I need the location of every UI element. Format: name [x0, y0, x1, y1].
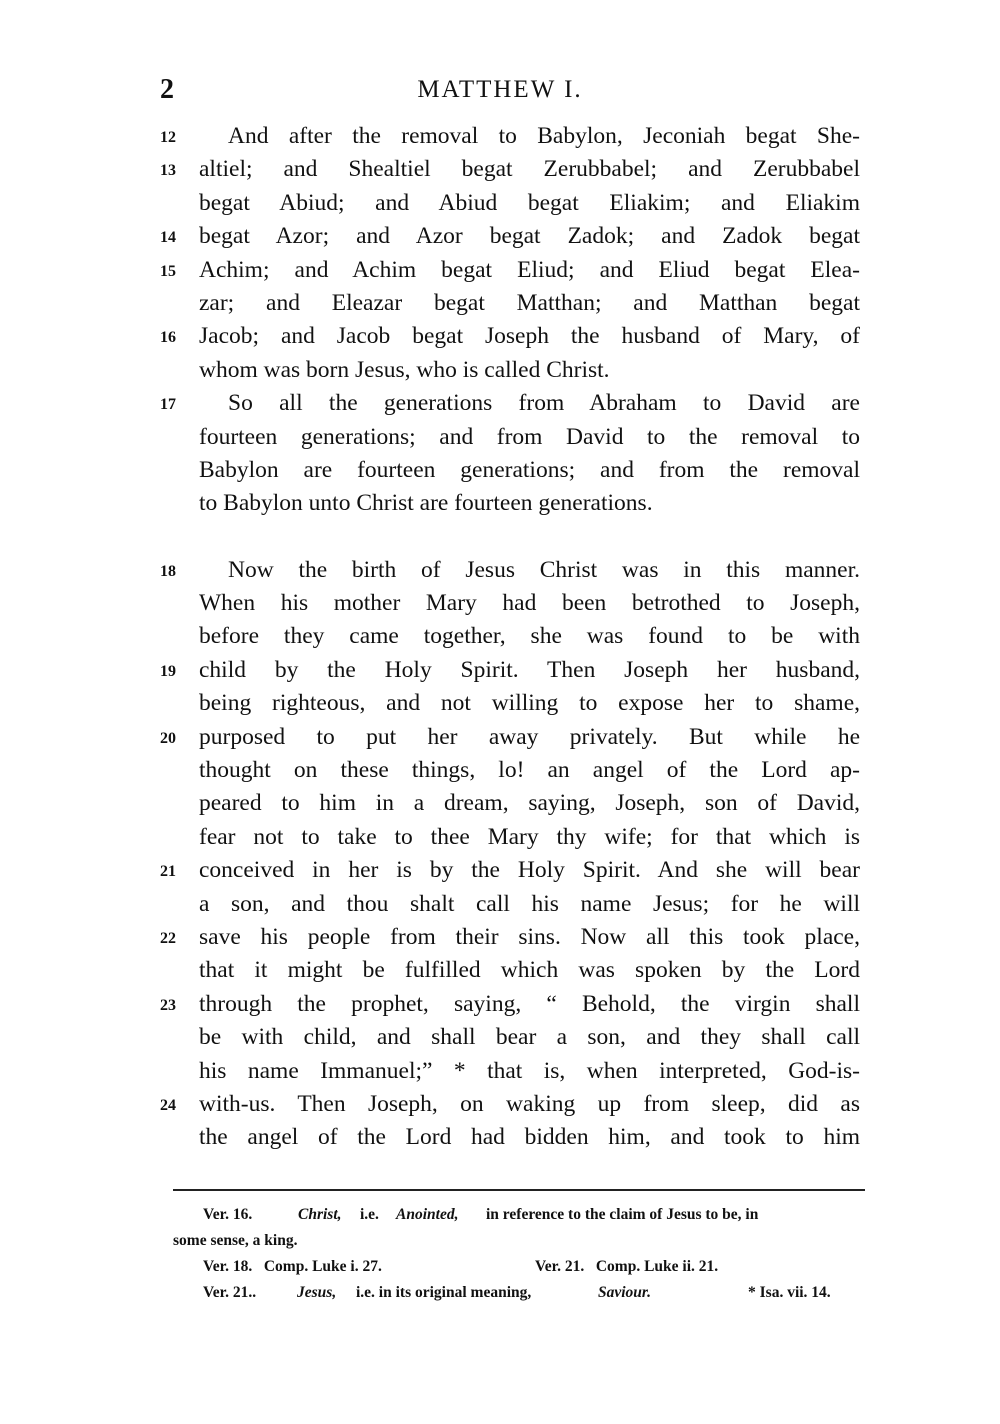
line-text: through the prophet, saying, “ Behold, the virgin shall [199, 990, 860, 1017]
running-head: MATTHEW I. [417, 76, 583, 103]
text-line [0, 1021, 1000, 1054]
footnote-ie: i.e. [360, 1206, 379, 1223]
line-text: fourteen generations; and from David to the removal to [199, 423, 860, 450]
line-text: So all the generations from Abraham to David are [228, 390, 860, 417]
verse-number: 19 [160, 662, 176, 680]
text-line [0, 954, 1000, 987]
line-text: Achim; and Achim begat Eliud; and Eliud begat Elea- [199, 256, 860, 283]
footnote-divider [173, 1189, 865, 1191]
line-text: whom was born Jesus, who is called Christ. [199, 356, 610, 383]
verse-number: 18 [160, 562, 176, 580]
text-line [0, 354, 1000, 387]
line-text: zar; and Eleazar begat Matthan; and Matthan begat [199, 289, 860, 316]
text-line [0, 1121, 1000, 1154]
verse-number: 20 [160, 729, 176, 747]
line-text: conceived in her is by the Holy Spirit. And she will bear [199, 857, 860, 884]
verse-number: 14 [160, 229, 176, 247]
line-text: child by the Holy Spirit. Then Joseph her husband, [199, 656, 860, 683]
line-text: Jacob; and Jacob begat Joseph the husband of Mary, of [199, 323, 860, 350]
footnote-text: Ver. 21. Comp. Luke ii. 21. [535, 1258, 719, 1275]
text-line [0, 787, 1000, 820]
text-line [0, 387, 1000, 420]
line-text: to Babylon unto Christ are fourteen generations. [199, 490, 653, 517]
line-text: that it might be fulfilled which was spoken by the Lord [199, 957, 860, 984]
page-number: 2 [160, 74, 174, 105]
footnote-term: Christ, [298, 1206, 342, 1223]
line-text: thought on these things, lo! an angel of the Lord ap- [199, 757, 860, 784]
text-line [0, 487, 1000, 520]
text-line [0, 921, 1000, 954]
footnote-line [0, 1206, 1000, 1232]
line-text: begat Azor; and Azor begat Zadok; and Zadok begat [199, 223, 860, 250]
line-text: Now the birth of Jesus Christ was in this manner. [228, 556, 860, 583]
text-line [0, 320, 1000, 353]
text-line [0, 554, 1000, 587]
line-text: purposed to put her away privately. But while he [199, 723, 860, 750]
footnote-meaning: Anointed, [396, 1206, 459, 1223]
text-line [0, 821, 1000, 854]
footnote-line [0, 1258, 1000, 1284]
text-line [0, 287, 1000, 320]
verse-number: 16 [160, 329, 176, 347]
verse-number: 13 [160, 162, 176, 180]
text-line [0, 620, 1000, 653]
line-text: altiel; and Shealtiel begat Zerubbabel; and Zerubbabel [199, 156, 860, 183]
line-text: When his mother Mary had been betrothed to Joseph, [199, 590, 860, 617]
footnote-text: some sense, a king. [173, 1232, 298, 1249]
footnote-meaning: Saviour. [598, 1284, 651, 1301]
line-text: fear not to take to thee Mary thy wife; for that which is [199, 823, 860, 850]
footnote-ref: Ver. 16. [203, 1206, 253, 1223]
line-text: being righteous, and not willing to expose her to shame, [199, 690, 860, 717]
line-text: before they came together, she was found to be with [199, 623, 860, 650]
verse-number: 17 [160, 396, 176, 414]
text-line [0, 888, 1000, 921]
text-line [0, 187, 1000, 220]
text-line [0, 587, 1000, 620]
footnotes [0, 1206, 1000, 1310]
paragraph-gap [0, 521, 1000, 554]
footnote-text: * Isa. vii. 14. [748, 1284, 831, 1301]
footnote-text: i.e. in its original meaning, [356, 1284, 532, 1301]
text-line [0, 654, 1000, 687]
text-line [0, 120, 1000, 153]
line-text: Babylon are fourteen generations; and from the removal [199, 456, 860, 483]
text-line [0, 421, 1000, 454]
line-text: peared to him in a dream, saying, Joseph, son of David, [199, 790, 860, 817]
line-text: And after the removal to Babylon, Jeconiah begat She- [228, 123, 860, 149]
text-line [0, 454, 1000, 487]
text-line [0, 988, 1000, 1021]
footnote-ref: Ver. 21.. [203, 1284, 257, 1301]
verse-number: 15 [160, 262, 176, 280]
line-text: the angel of the Lord had bidden him, and took to him [199, 1124, 860, 1151]
verse-number: 12 [160, 129, 176, 146]
footnote-line [0, 1284, 1000, 1310]
text-line [0, 254, 1000, 287]
text-line [0, 854, 1000, 887]
page-header [0, 74, 1000, 114]
text-line [0, 1055, 1000, 1088]
text-line [0, 687, 1000, 720]
scripture-text [0, 120, 1000, 1155]
line-text: be with child, and shall bear a son, and they shall call [199, 1024, 860, 1051]
text-line [0, 721, 1000, 754]
footnote-text: in reference to the claim of Jesus to be, in [486, 1206, 759, 1223]
line-text: begat Abiud; and Abiud begat Eliakim; and Eliakim [199, 189, 860, 216]
footnote-term: Jesus, [297, 1284, 337, 1301]
verse-number: 23 [160, 996, 176, 1014]
line-text: with-us. Then Joseph, on waking up from sleep, did as [199, 1090, 860, 1117]
text-line [0, 220, 1000, 253]
footnote-text: Ver. 18. Comp. Luke i. 27. [203, 1258, 382, 1275]
verse-number: 24 [160, 1096, 176, 1114]
line-text: a son, and thou shalt call his name Jesus; for he will [199, 890, 860, 917]
verse-number: 22 [160, 929, 176, 947]
text-line [0, 153, 1000, 186]
footnote-line [0, 1232, 1000, 1258]
line-text: save his people from their sins. Now all this took place, [199, 923, 860, 950]
text-line [0, 754, 1000, 787]
verse-number: 21 [160, 863, 176, 881]
line-text: his name Immanuel;” * that is, when interpreted, God-is- [199, 1057, 860, 1084]
text-line [0, 1088, 1000, 1121]
